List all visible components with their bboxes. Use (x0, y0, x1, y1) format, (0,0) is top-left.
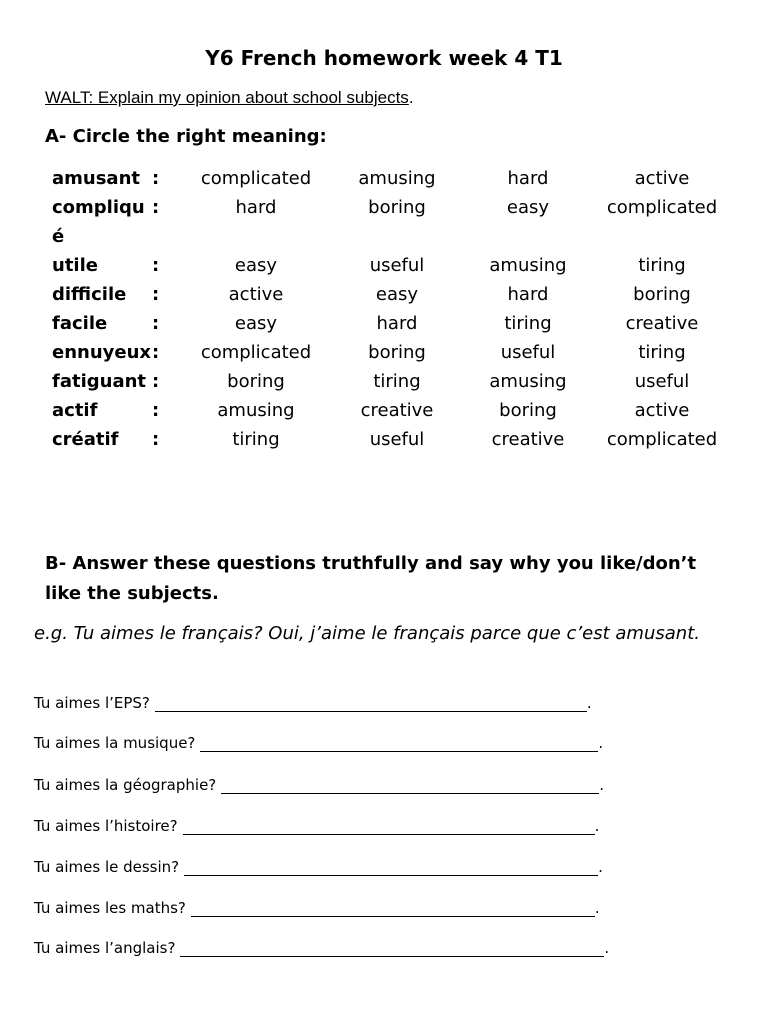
answer-blank[interactable] (200, 737, 598, 752)
french-word: actif (52, 400, 98, 421)
meaning-option[interactable]: easy (234, 255, 278, 276)
colon-separator: : (152, 371, 160, 392)
question-line (34, 817, 599, 835)
line-period: . (594, 817, 600, 835)
colon-separator: : (152, 342, 160, 363)
colon-separator: : (152, 313, 160, 334)
question-line (34, 939, 609, 957)
colon-separator: : (152, 255, 160, 276)
meaning-option[interactable]: easy (506, 197, 550, 218)
line-period: . (604, 939, 610, 957)
answer-blank[interactable] (180, 942, 604, 957)
meaning-option[interactable]: hard (376, 313, 418, 334)
colon-separator: : (152, 284, 160, 305)
question-line (34, 694, 592, 712)
meaning-option[interactable]: amusing (358, 168, 436, 189)
meaning-option[interactable]: creative (491, 429, 565, 450)
meaning-option[interactable]: easy (375, 284, 419, 305)
meaning-option[interactable]: amusing (217, 400, 295, 421)
meaning-option[interactable]: complicated (200, 342, 312, 363)
answer-blank[interactable] (191, 902, 595, 917)
question-text: Tu aimes l’EPS? (34, 694, 150, 712)
table-row (46, 280, 726, 309)
line-period: . (598, 734, 604, 752)
meaning-option[interactable]: tiring (373, 371, 421, 392)
meaning-option[interactable]: tiring (638, 255, 686, 276)
question-line (34, 858, 603, 876)
walt-objective (45, 88, 414, 108)
french-word: fatiguant (52, 371, 147, 392)
meaning-option[interactable]: complicated (606, 429, 718, 450)
meaning-option[interactable]: boring (499, 400, 557, 421)
meaning-option[interactable]: useful (369, 429, 425, 450)
question-text: Tu aimes les maths? (34, 899, 186, 917)
question-line (34, 899, 600, 917)
answer-blank[interactable] (183, 820, 595, 835)
meaning-option[interactable]: boring (368, 197, 426, 218)
section-b-heading: B- Answer these questions truthfully and say why you like/don’t like the subjects. (45, 553, 697, 604)
walt-period: . (408, 88, 414, 107)
meaning-option[interactable]: hard (507, 284, 549, 305)
colon-separator: : (152, 400, 160, 421)
table-row (46, 309, 726, 338)
page-title: Y6 French homework week 4 T1 (205, 46, 563, 70)
table-row (46, 396, 726, 425)
meaning-option[interactable]: useful (634, 371, 690, 392)
line-period: . (594, 899, 600, 917)
vocabulary-table (46, 164, 726, 454)
colon-separator: : (152, 168, 160, 189)
question-line (34, 776, 604, 794)
meaning-option[interactable]: tiring (232, 429, 280, 450)
table-row (46, 164, 726, 193)
table-row (46, 367, 726, 396)
line-period: . (586, 694, 592, 712)
table-row (46, 338, 726, 367)
question-text: Tu aimes l’anglais? (34, 939, 176, 957)
french-word: utile (52, 255, 98, 276)
answer-blank[interactable] (184, 861, 598, 876)
question-text: Tu aimes le dessin? (34, 858, 180, 876)
meaning-option[interactable]: hard (507, 168, 549, 189)
meaning-option[interactable]: active (634, 168, 690, 189)
french-word: ennuyeux (52, 342, 152, 363)
walt-text: WALT: Explain my opinion about school subjects (45, 88, 409, 107)
french-word: compliqué (52, 197, 145, 247)
meaning-option[interactable]: active (634, 400, 690, 421)
meaning-option[interactable]: boring (368, 342, 426, 363)
line-period: . (598, 858, 603, 876)
question-text: Tu aimes l’histoire? (34, 817, 178, 835)
section-a-heading: A- Circle the right meaning: (45, 126, 327, 147)
meaning-option[interactable]: boring (227, 371, 285, 392)
question-text: Tu aimes la géographie? (34, 776, 217, 794)
meaning-option[interactable]: complicated (200, 168, 312, 189)
french-word: créatif (52, 429, 119, 450)
french-word: difficile (52, 284, 127, 305)
meaning-option[interactable]: tiring (638, 342, 686, 363)
meaning-option[interactable]: boring (633, 284, 691, 305)
meaning-option[interactable]: active (228, 284, 284, 305)
colon-separator: : (152, 197, 160, 218)
meaning-option[interactable]: creative (625, 313, 699, 334)
meaning-option[interactable]: useful (369, 255, 425, 276)
meaning-option[interactable]: hard (235, 197, 277, 218)
answer-blank[interactable] (221, 779, 599, 794)
meaning-option[interactable]: useful (500, 342, 556, 363)
answer-blank[interactable] (155, 697, 587, 712)
table-row (46, 425, 726, 454)
meaning-option[interactable]: amusing (489, 371, 567, 392)
meaning-option[interactable]: amusing (489, 255, 567, 276)
table-row (46, 193, 726, 251)
meaning-option[interactable]: complicated (606, 197, 718, 218)
colon-separator: : (152, 429, 160, 450)
line-period: . (599, 776, 605, 794)
meaning-option[interactable]: creative (360, 400, 434, 421)
french-word: facile (52, 313, 108, 334)
question-line (34, 734, 603, 752)
question-text: Tu aimes la musique? (34, 734, 196, 752)
example-sentence: e.g. Tu aimes le français? Oui, j’aime le français parce que c’est amusant. (34, 623, 700, 644)
meaning-option[interactable]: easy (234, 313, 278, 334)
table-row (46, 251, 726, 280)
french-word: amusant (52, 168, 140, 189)
meaning-option[interactable]: tiring (504, 313, 552, 334)
